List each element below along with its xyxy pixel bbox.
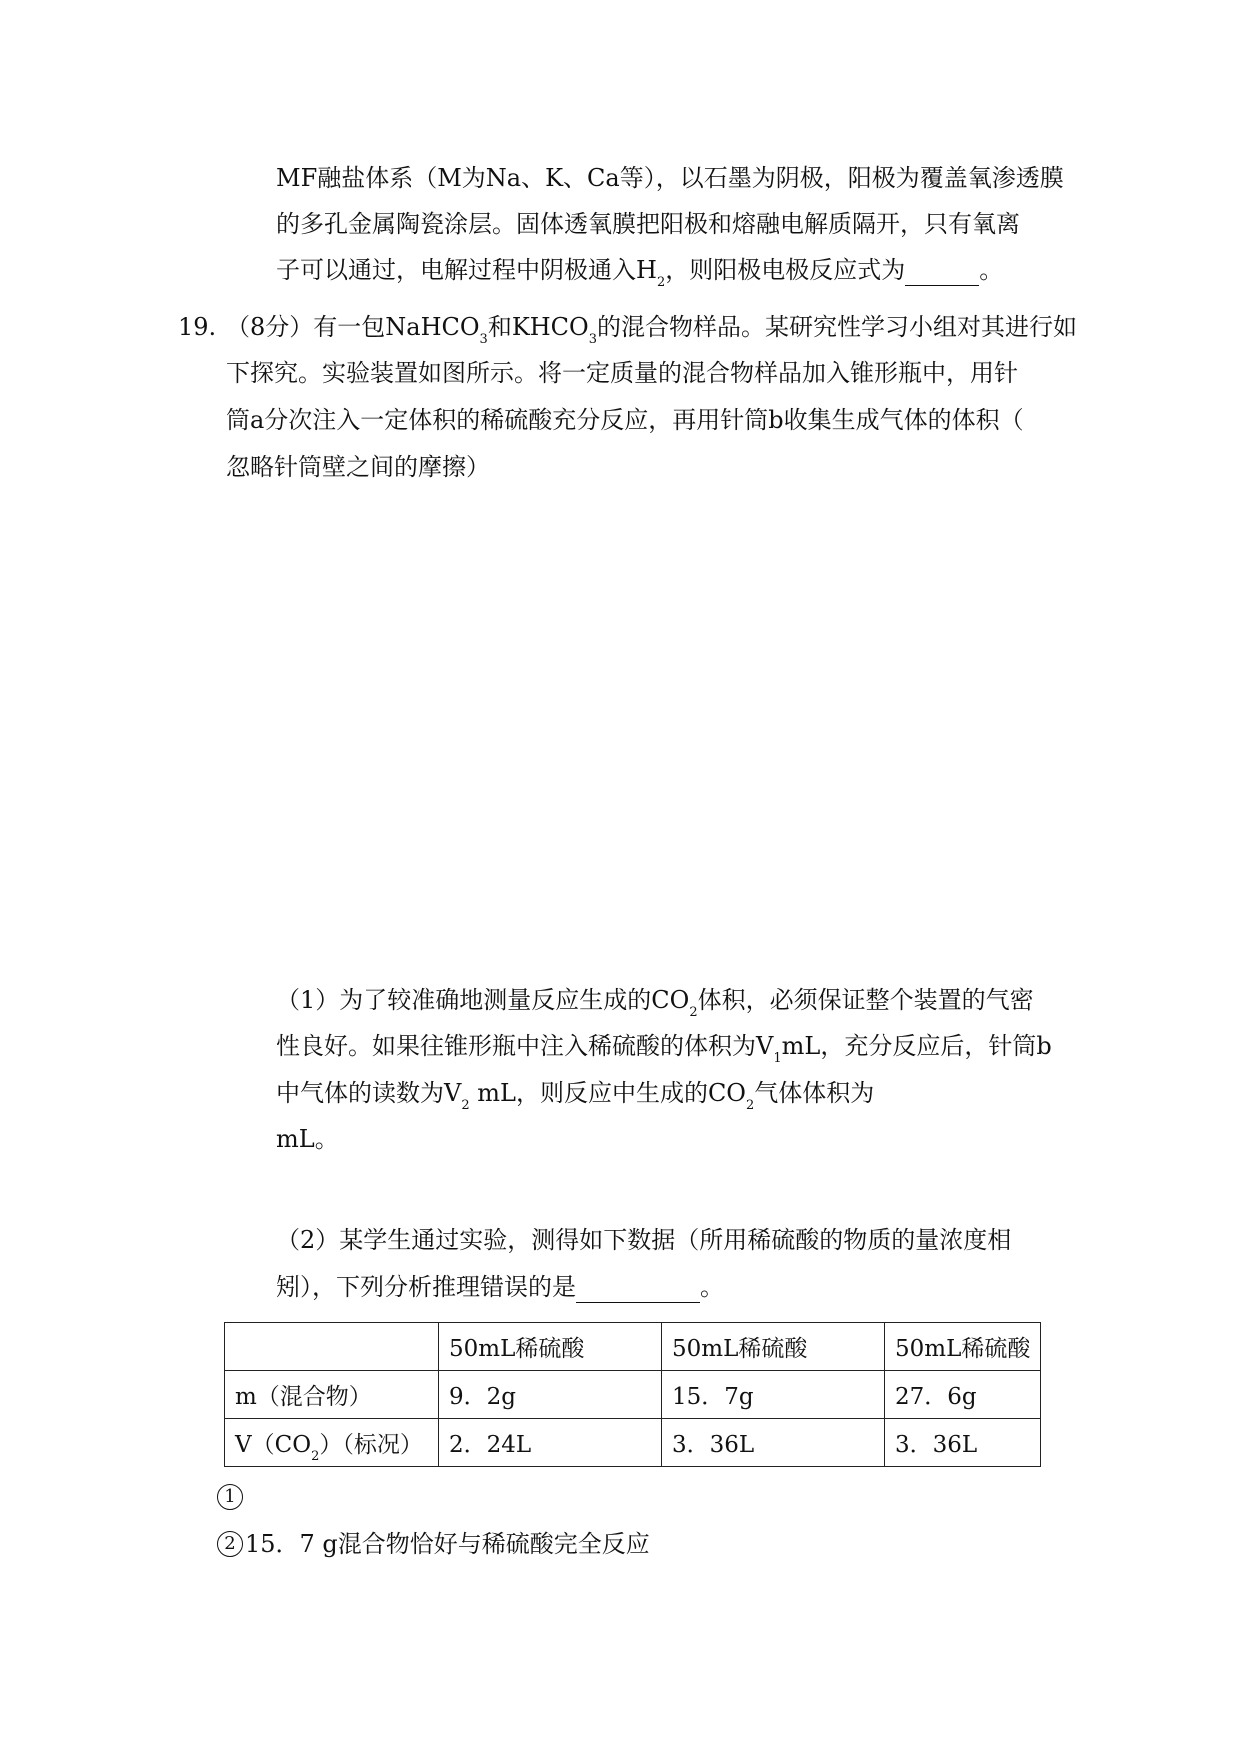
- question-number: 19.: [178, 313, 217, 341]
- text: 。: [700, 1273, 724, 1301]
- part1-line-2: [276, 1031, 1052, 1066]
- q19-line-2: [226, 358, 1018, 388]
- text: mL，充分反应后，针筒b: [781, 1032, 1052, 1060]
- q19-line-4: [226, 452, 490, 482]
- option-1: [217, 1482, 245, 1512]
- subscript: 3: [588, 331, 598, 347]
- table-cell: 9．2g: [439, 1371, 662, 1419]
- option-2: [217, 1529, 650, 1559]
- table-cell: 27．6g: [885, 1371, 1041, 1419]
- table-cell: 15．7g: [662, 1371, 885, 1419]
- part2-line-1: [276, 1225, 1011, 1255]
- continuation-line-1: [276, 163, 1064, 193]
- table-cell: 3．36L: [662, 1419, 885, 1467]
- circled-number-2-icon: 2: [217, 1531, 243, 1557]
- part1-line-4: [276, 1124, 339, 1154]
- table-header-cell: 50mL稀硫酸: [439, 1323, 662, 1371]
- table-cell: 2．24L: [439, 1419, 662, 1467]
- table-row: [225, 1419, 1041, 1467]
- text: mL。: [276, 1125, 339, 1153]
- text: mL，则反应中生成的CO: [469, 1079, 746, 1107]
- table-cell: 3．36L: [885, 1419, 1041, 1467]
- continuation-line-3: [276, 255, 1004, 290]
- text: 体积，必须保证整个装置的气密: [697, 986, 1034, 1014]
- answer-blank[interactable]: [576, 1272, 700, 1303]
- text: （1）为了较准确地测量反应生成的CO: [276, 986, 690, 1014]
- text: 的多孔金属陶瓷涂层。固体透氧膜把阳极和熔融电解质隔开，只有氧离: [276, 210, 1020, 238]
- table-row-label: [225, 1419, 439, 1467]
- table-row-label: m（混合物）: [225, 1371, 439, 1419]
- text: ）（标况）: [319, 1432, 423, 1458]
- subscript: 2: [689, 1004, 698, 1020]
- subscript: 3: [479, 331, 488, 347]
- subscript: 2: [746, 1097, 755, 1113]
- text: 。: [979, 256, 1004, 284]
- circled-number-1-icon: 1: [217, 1484, 243, 1510]
- table-row: [225, 1323, 1041, 1371]
- continuation-line-2: [276, 209, 1020, 239]
- text: 性良好。如果往锥形瓶中注入稀硫酸的体积为V: [276, 1032, 774, 1060]
- text: V（CO: [235, 1432, 312, 1458]
- subscript: 2: [311, 1448, 320, 1464]
- part1-line-1: [276, 985, 1034, 1020]
- text: （2）某学生通过实验，测得如下数据（所用稀硫酸的物质的量浓度相: [276, 1226, 1012, 1254]
- q19-line-1: [226, 312, 1078, 347]
- text: 筒a分次注入一定体积的稀硫酸充分反应，再用针筒b收集生成气体的体积（: [226, 406, 1024, 434]
- table-row: [225, 1371, 1041, 1419]
- table-header-cell: 50mL稀硫酸: [885, 1323, 1041, 1371]
- text: 气体体积为: [754, 1079, 875, 1107]
- text: 下探究。实验装置如图所示。将一定质量的混合物样品加入锥形瓶中，用针: [226, 359, 1018, 387]
- option-text: 15．7 g混合物恰好与稀硫酸完全反应: [245, 1530, 650, 1558]
- text: （8分）有一包NaHCO: [226, 313, 480, 341]
- text: 和KHCO: [487, 313, 589, 341]
- data-table: [224, 1322, 1041, 1467]
- text: 矧），下列分析推理错误的是: [276, 1273, 576, 1301]
- part1-line-3: [276, 1078, 875, 1113]
- table-header-cell: 50mL稀硫酸: [662, 1323, 885, 1371]
- part2-line-2: [276, 1272, 724, 1303]
- text: 忽略针筒壁之间的摩擦）: [226, 453, 490, 481]
- text: 子可以通过，电解过程中阴极通入H: [276, 256, 657, 284]
- subscript: 1: [773, 1050, 782, 1066]
- text: MF融盐体系（M为Na、K、Ca等），以石墨为阴极，阳极为覆盖氧渗透膜: [276, 164, 1064, 192]
- text: 中气体的读数为V: [276, 1079, 462, 1107]
- answer-blank[interactable]: [905, 255, 979, 286]
- text: ，则阳极电极反应式为: [665, 256, 906, 284]
- subscript: 2: [461, 1097, 470, 1113]
- table-cell: [225, 1323, 439, 1371]
- text: 的混合物样品。某研究性学习小组对其进行如: [597, 313, 1078, 341]
- subscript: 2: [656, 274, 666, 290]
- q19-line-3: [226, 405, 1024, 435]
